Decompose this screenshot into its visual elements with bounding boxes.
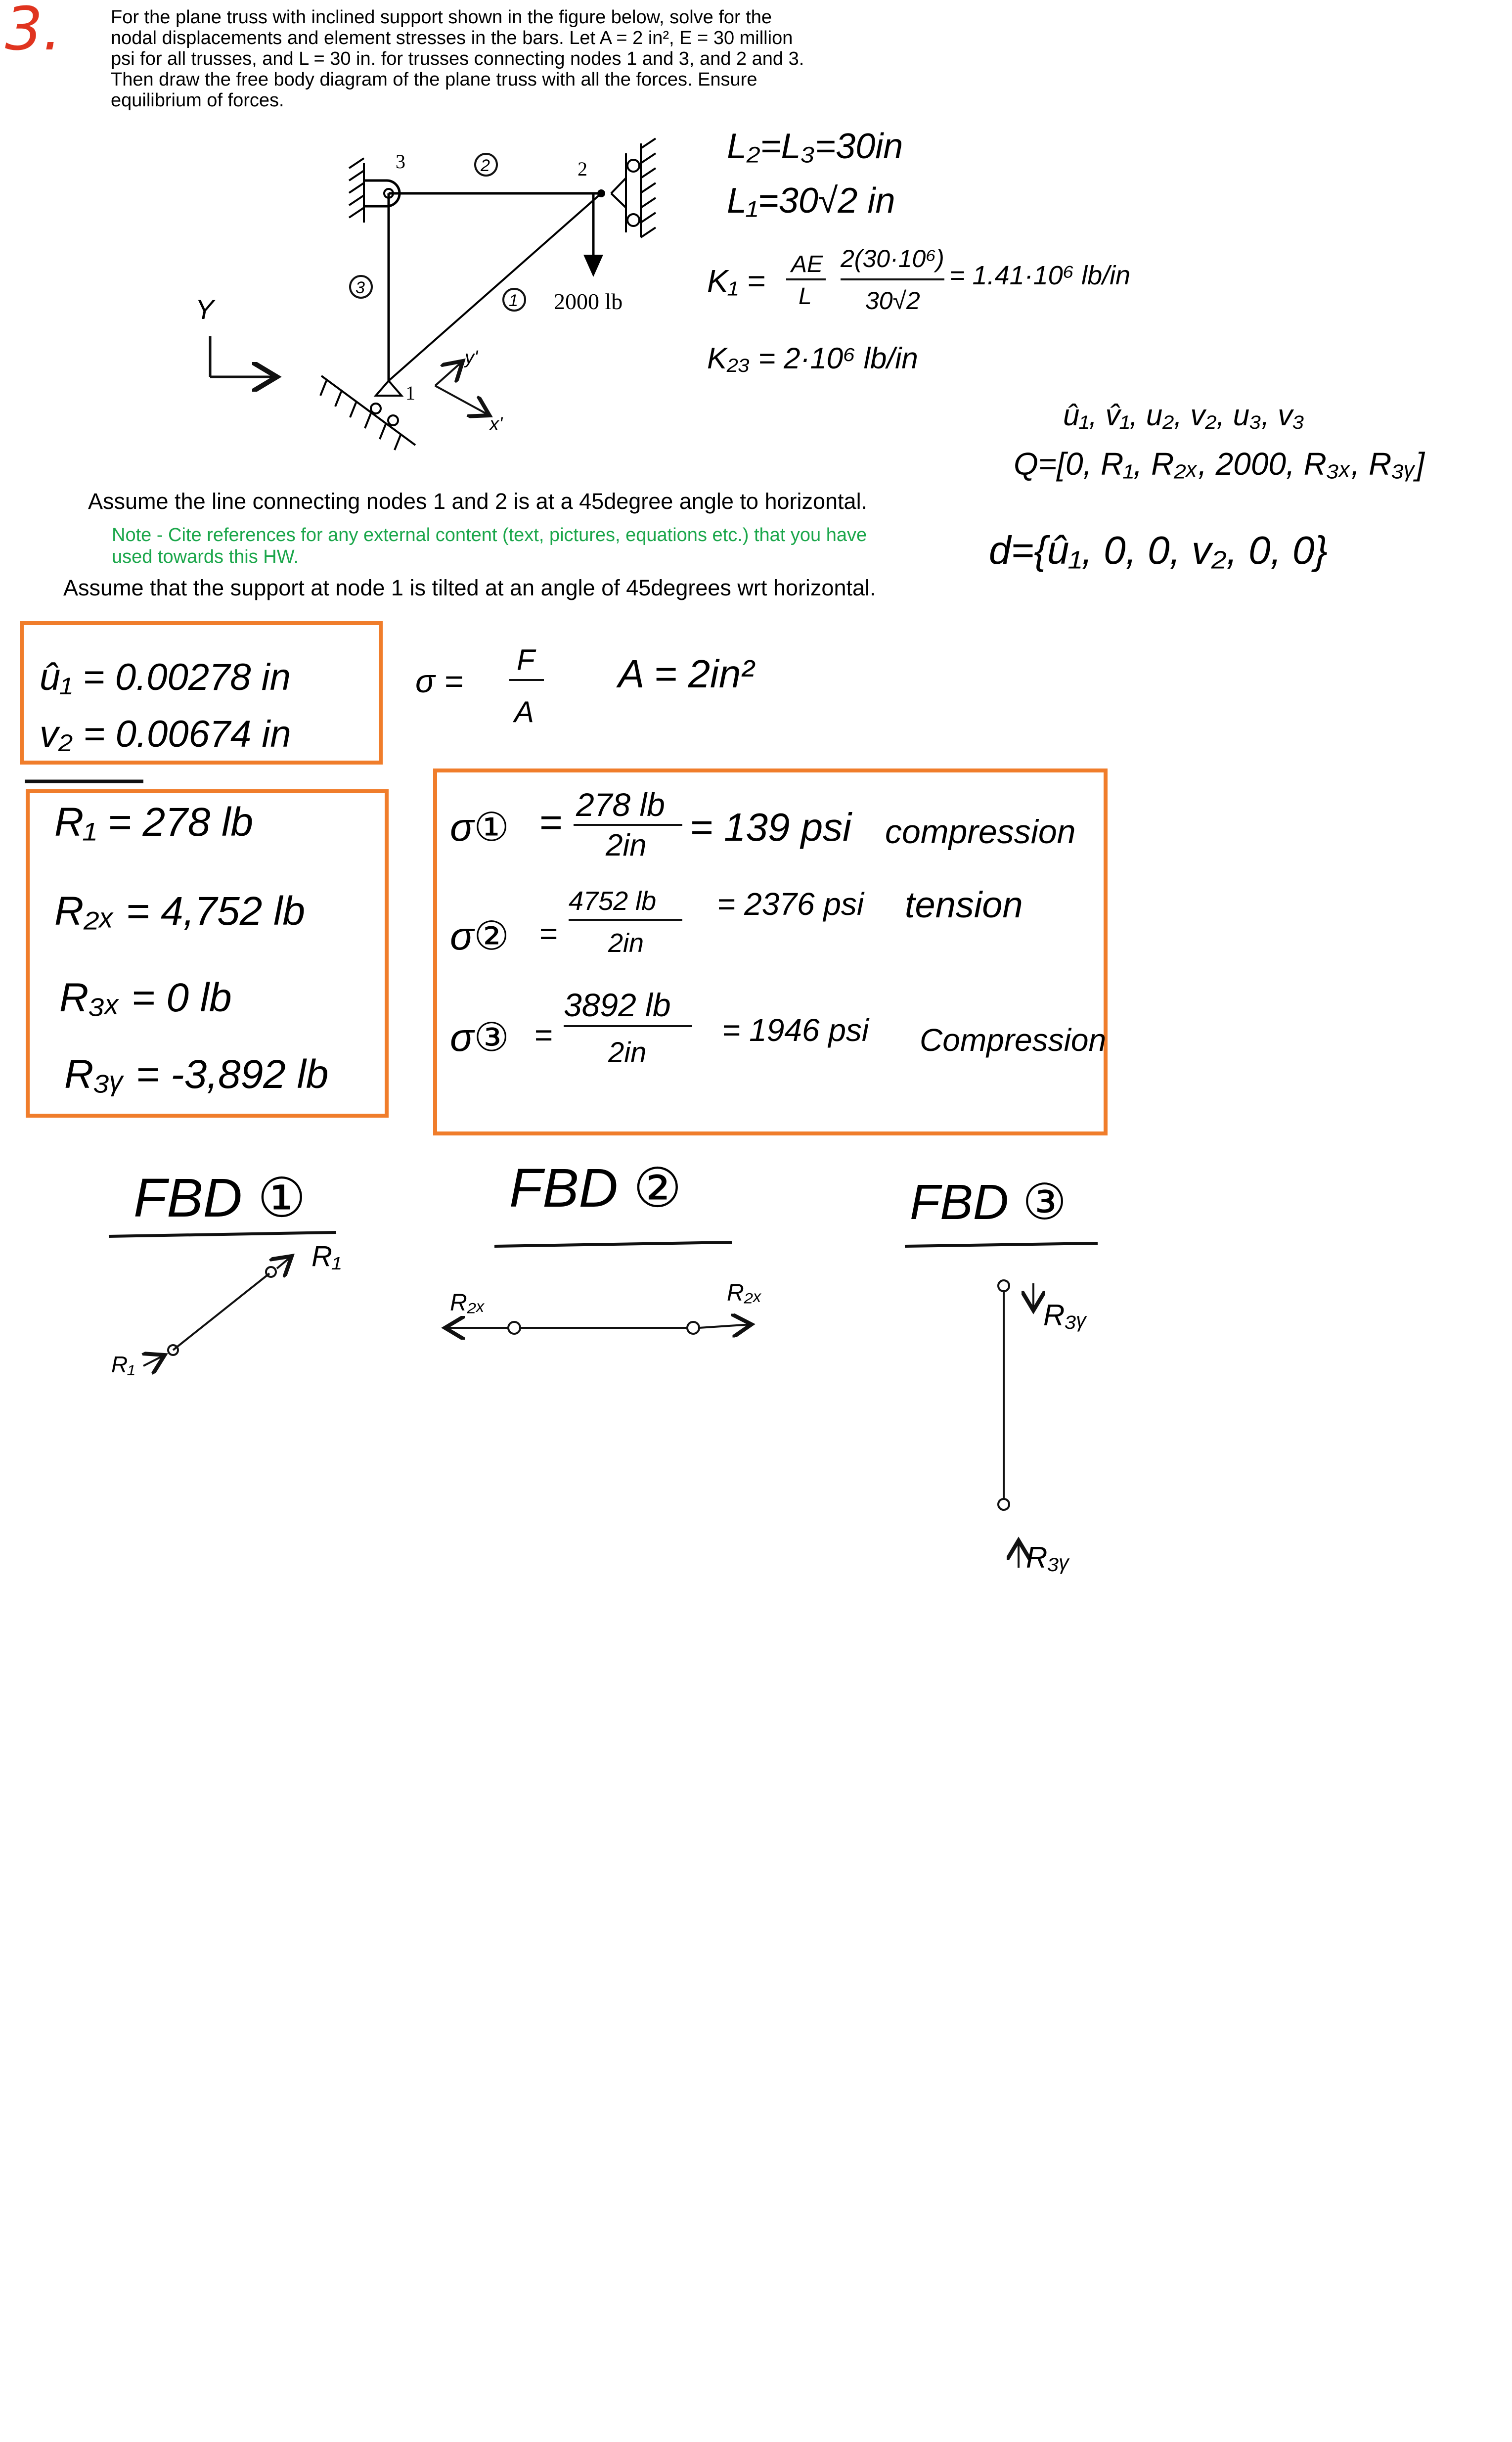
stress-a: A bbox=[514, 695, 534, 728]
cite-note: Note - Cite references for any external content (text, pictures, equations etc.) that you have used towards this HW. bbox=[112, 525, 867, 567]
assume-line-45: Assume the line connecting nodes 1 and 2 is at a 45degree angle to horizontal. bbox=[88, 489, 868, 514]
svg-text:=: = bbox=[539, 916, 558, 951]
k1-denominator: 30√2 bbox=[865, 287, 920, 315]
fbd3-diagram bbox=[998, 1280, 1033, 1568]
fbd2-title: FBD ② bbox=[509, 1158, 682, 1219]
element-3-label: 3 bbox=[356, 278, 365, 297]
node-2-label: 2 bbox=[578, 158, 587, 180]
sigma3-label: σ③ bbox=[450, 1015, 509, 1059]
assume-support-45: Assume that the support at node 1 is tilted at an angle of 45degrees wrt horizontal. bbox=[63, 575, 876, 600]
k1-numerator: 2(30·10⁶) bbox=[841, 245, 944, 272]
element-1-label: 1 bbox=[509, 291, 518, 310]
fbd3-title: FBD ③ bbox=[910, 1175, 1067, 1230]
sigma1-label: σ① bbox=[450, 805, 509, 849]
stress1-num: 278 lb bbox=[576, 786, 665, 823]
statement-line: For the plane truss with inclined support shown in the figure below, solve for the bbox=[111, 7, 772, 28]
stress-f: F bbox=[517, 643, 535, 677]
element-2-label: 2 bbox=[481, 156, 490, 175]
u1-result: û₁ = 0.00278 in bbox=[40, 656, 291, 698]
local-x-axis bbox=[435, 386, 489, 415]
roller-bottom bbox=[627, 214, 639, 226]
r2x-result: R₂ₓ = 4,752 lb bbox=[54, 889, 305, 934]
sigma2-label: σ② bbox=[450, 914, 509, 958]
local-y-label: y' bbox=[465, 347, 478, 368]
k23: K₂₃ = 2·10⁶ lb/in bbox=[707, 342, 918, 375]
dof-list: û₁, v̂₁, u₂, v₂, u₃, v₃ bbox=[1063, 399, 1304, 432]
r3y-result: R₃ᵧ = -3,892 lb bbox=[64, 1052, 329, 1097]
fbd2-diagram bbox=[445, 1322, 752, 1334]
k1-ae: AE bbox=[791, 251, 823, 277]
lengths-l2-l3: L₂=L₃=30in bbox=[727, 127, 903, 166]
fbd1-diagram bbox=[143, 1256, 292, 1366]
statement-line: Then draw the free body diagram of the plane truss with all the forces. Ensure bbox=[111, 69, 757, 90]
stress3-result: = 1946 psi bbox=[722, 1012, 869, 1048]
global-y-label: Y bbox=[195, 294, 214, 325]
statement-line: psi for all trusses, and L = 30 in. for trusses connecting nodes 1 and 3, and 2 and 3. bbox=[111, 48, 804, 69]
statement-line: nodal displacements and element stresses in the bars. Let A = 2 in², E = 30 million bbox=[111, 28, 793, 48]
fbd2-force-right: R₂ₓ bbox=[727, 1280, 762, 1306]
stress3-den: 2in bbox=[608, 1037, 647, 1069]
problem-number: 3. bbox=[5, 0, 62, 64]
stress2-num: 4752 lb bbox=[569, 886, 657, 916]
local-x-label: x' bbox=[489, 414, 503, 435]
stress-sigma: σ = bbox=[415, 663, 463, 699]
k1-l: L bbox=[799, 283, 812, 310]
stress3-num: 3892 lb bbox=[564, 987, 671, 1023]
v2-result: v₂ = 0.00674 in bbox=[40, 713, 291, 755]
local-y-axis bbox=[435, 361, 463, 386]
node-2-marker bbox=[597, 189, 605, 197]
member-1 bbox=[389, 193, 601, 381]
stress3-type: Compression bbox=[920, 1022, 1107, 1058]
svg-text:=: = bbox=[539, 800, 562, 844]
q-vector: Q=[0, R₁, R₂ₓ, 2000, R₃ₓ, R₃ᵧ] bbox=[1014, 446, 1424, 482]
load-label: 2000 lb bbox=[554, 289, 623, 314]
statement-line: equilibrium of forces. bbox=[111, 90, 284, 111]
stress2-result: = 2376 psi bbox=[717, 886, 864, 922]
stress1-type: compression bbox=[885, 813, 1076, 851]
r3x-result: R₃ₓ = 0 lb bbox=[59, 975, 232, 1020]
roller-top bbox=[627, 160, 639, 172]
load-arrow-head bbox=[583, 255, 603, 277]
k1-result: = 1.41·10⁶ lb/in bbox=[949, 261, 1131, 290]
stress1-result: = 139 psi bbox=[690, 805, 851, 849]
stress2-type: tension bbox=[905, 884, 1023, 925]
fbd1-force-bottom: R₁ bbox=[111, 1352, 135, 1377]
node-1-label: 1 bbox=[405, 382, 415, 404]
svg-text:=: = bbox=[534, 1017, 553, 1053]
length-l1: L₁=30√2 in bbox=[727, 181, 895, 221]
area-value: A = 2in² bbox=[618, 652, 754, 696]
stress2-den: 2in bbox=[608, 928, 644, 958]
inclined-support-node1 bbox=[320, 376, 415, 450]
r1-result: R₁ = 278 lb bbox=[54, 800, 253, 845]
fbd3-force-bottom: R₃ᵧ bbox=[1026, 1541, 1070, 1574]
d-vector: d={û₁, 0, 0, v₂, 0, 0} bbox=[989, 528, 1328, 572]
node-3-label: 3 bbox=[396, 150, 405, 173]
fbd1-force-top: R₁ bbox=[311, 1240, 342, 1272]
fbd2-force-left: R₂ₓ bbox=[450, 1290, 486, 1316]
fbd3-force-top: R₃ᵧ bbox=[1043, 1299, 1088, 1332]
stress1-den: 2in bbox=[606, 828, 647, 862]
fbd1-title: FBD ① bbox=[133, 1168, 307, 1228]
wall-support-node3 bbox=[349, 158, 364, 223]
k1-lhs: K₁ = bbox=[707, 263, 766, 299]
